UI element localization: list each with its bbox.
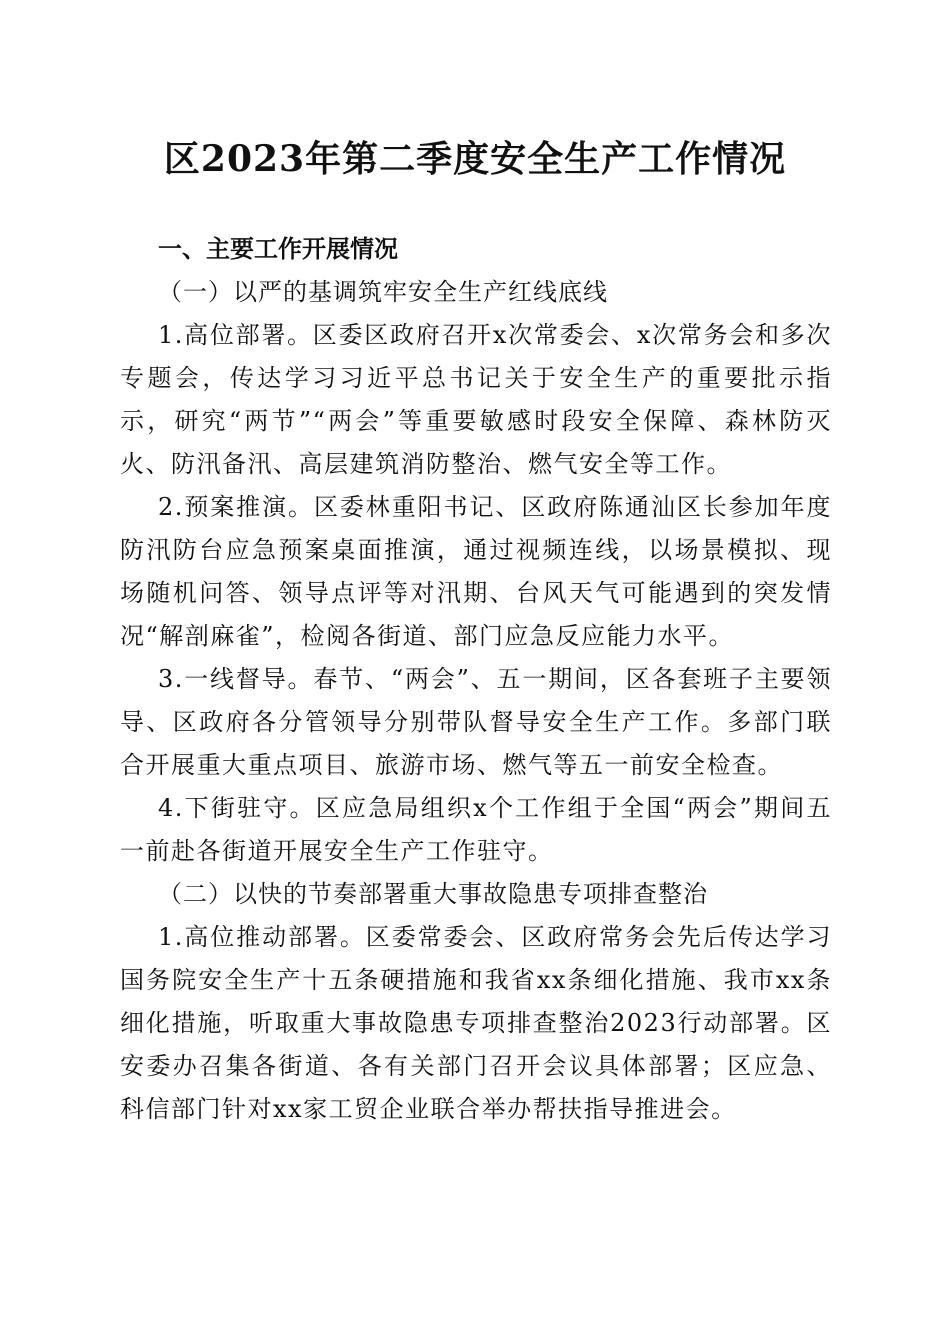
- document-body: [120, 228, 832, 1131]
- paragraph-street-stationing: 4.下街驻守。区应急局组织x个工作组于全国“两会”期间五一前赴各街道开展安全生产工作驻守。: [120, 794, 832, 865]
- document-title: 区2023年第二季度安全生产工作情况: [163, 138, 787, 180]
- paragraph-high-level-deployment: 1.高位部署。区委区政府召开x次常委会、x次常务会和多次专题会，传达学习习近平总书记关于安全生产的重要批示指示，研究“两节”“两会”等重要敏感时段安全保障、森林防灭火、防汛备汛、高层建筑消防整治、燃气安全等工作。: [120, 321, 832, 478]
- paragraph-plan-drill: 2.预案推演。区委林重阳书记、区政府陈通汕区长参加年度防汛防台应急预案桌面推演，通过视频连线，以场景模拟、现场随机问答、领导点评等对汛期、台风天气可能遇到的突发情况“解剖麻雀”，检阅各街道、部门应急反应能力水平。: [120, 493, 832, 650]
- paragraph-frontline-supervision: 3.一线督导。春节、“两会”、五一期间，区各套班子主要领导、区政府各分管领导分别带队督导安全生产工作。多部门联合开展重大重点项目、旅游市场、燃气等五一前安全检查。: [120, 665, 832, 779]
- paragraph-high-level-promotion: 1.高位推动部署。区委常委会、区政府常务会先后传达学习国务院安全生产十五条硬措施和我省xx条细化措施、我市xx条细化措施，听取重大事故隐患专项排查整治2023行动部署。区安委办召集各街道、各有关部门召开会议具体部署；区应急、科信部门针对xx家工贸企业联合举办帮扶指导推进会。: [120, 923, 832, 1123]
- section-heading-main-work: 一、主要工作开展情况: [158, 235, 398, 263]
- subsection-heading-2: （二）以快的节奏部署重大事故隐患专项排查整治: [158, 880, 708, 908]
- subsection-heading-1: （一）以严的基调筑牢安全生产红线底线: [158, 278, 608, 306]
